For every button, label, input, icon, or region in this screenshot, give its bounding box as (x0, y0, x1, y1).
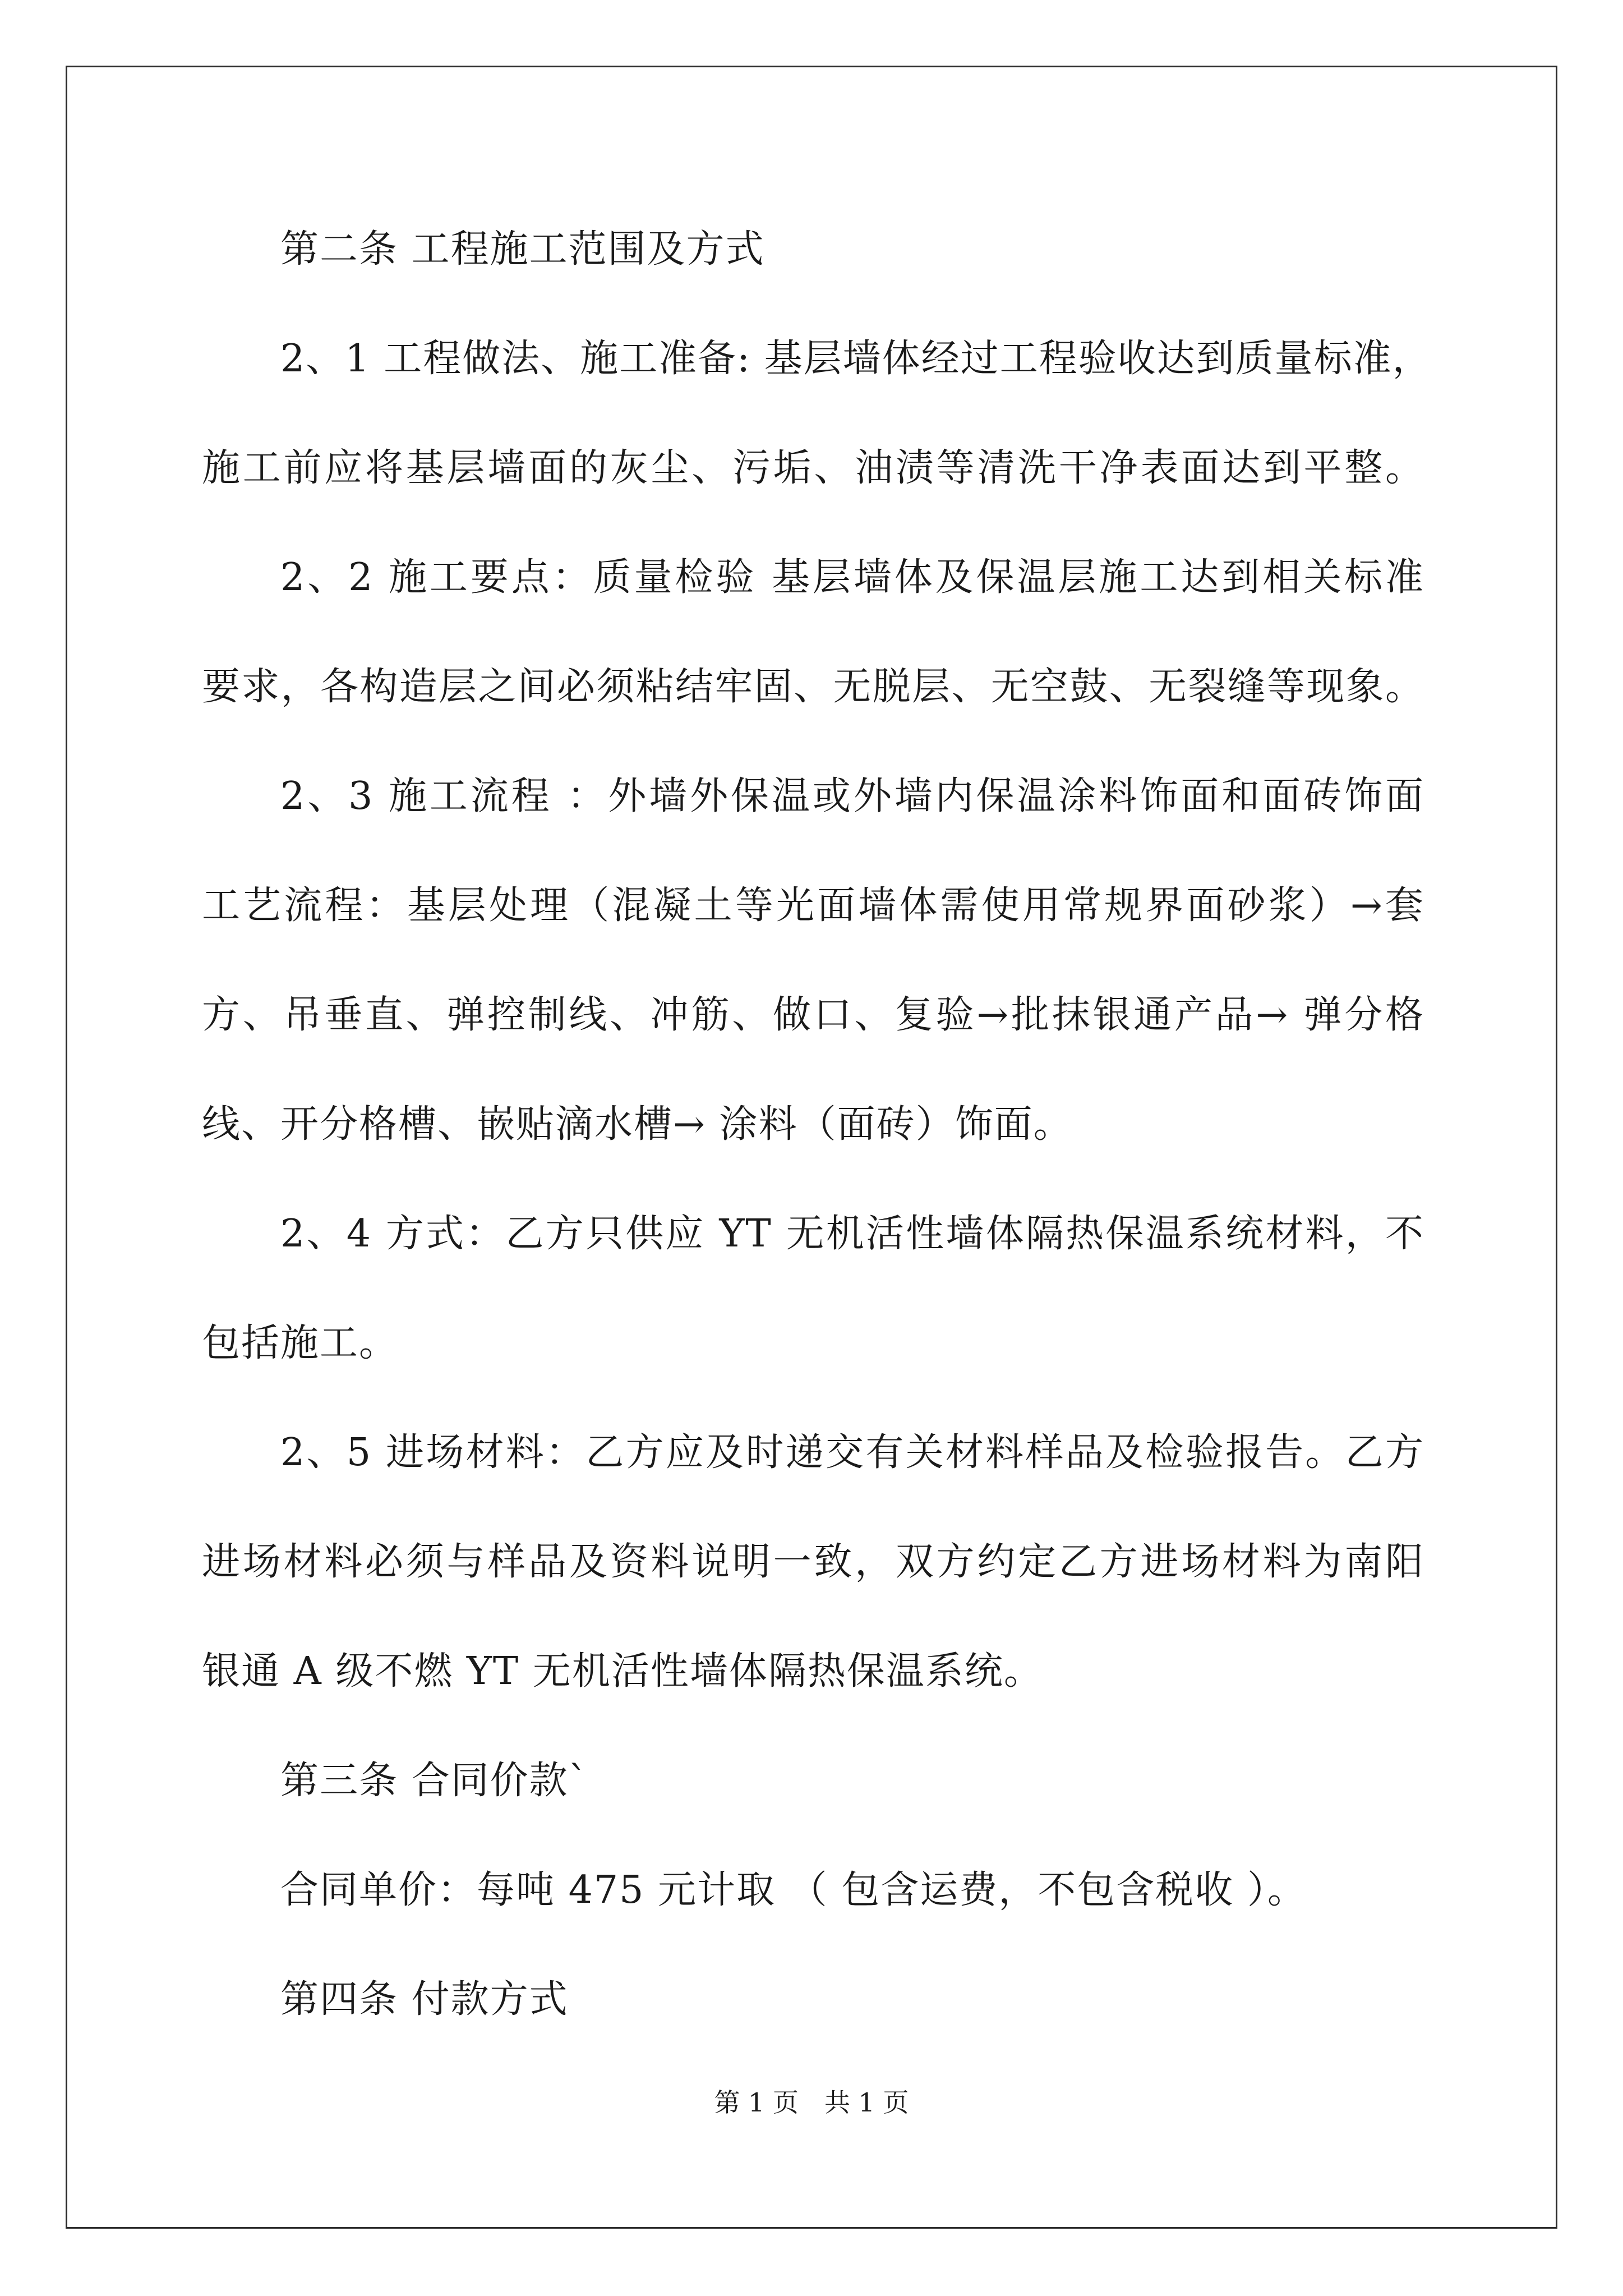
paragraph-2-3-line-4: 线、开分格槽、嵌贴滴水槽→ 涂料（面砖）饰面。 (202, 1102, 1073, 1147)
paragraph-2-4-line-1: 2、4 方式：乙方只供应 YT 无机活性墙体隔热保温系统材料，不 (280, 1212, 1424, 1256)
contract-unit-price: 合同单价：每吨 475 元计取 （ 包含运费，不包含税收 ）。 (280, 1868, 1307, 1912)
article-2-heading: 第二条 工程施工范围及方式 (280, 227, 765, 272)
paragraph-2-1-line-1: 2、1 工程做法、施工准备: 基层墙体经过工程验收达到质量标准， (280, 337, 1432, 381)
paragraph-2-4-line-2: 包括施工。 (202, 1321, 399, 1365)
paragraph-2-5-line-3: 银通 A 级不燃 YT 无机活性墙体隔热保温系统。 (202, 1649, 1043, 1694)
paragraph-2-2-line-1: 2、2 施工要点：质量检验 基层墙体及保温层施工达到相关标准 (280, 555, 1424, 600)
page-number-footer: 第 1 页 共 1 页 (714, 2087, 909, 2118)
article-4-heading: 第四条 付款方式 (280, 1977, 569, 2022)
paragraph-2-3-line-2: 工艺流程：基层处理（混凝土等光面墙体需使用常规界面砂浆）→套 (202, 884, 1424, 928)
paragraph-2-5-line-1: 2、5 进场材料：乙方应及时递交有关材料样品及检验报告。乙方 (280, 1430, 1424, 1475)
paragraph-2-2-line-2: 要求，各构造层之间必须粘结牢固、无脱层、无空鼓、无裂缝等现象。 (202, 665, 1424, 709)
paragraph-2-1-line-2: 施工前应将基层墙面的灰尘、污垢、油渍等清洗干净表面达到平整。 (202, 446, 1424, 490)
paragraph-2-5-line-2: 进场材料必须与样品及资料说明一致，双方约定乙方进场材料为南阳 (202, 1540, 1424, 1584)
paragraph-2-3-line-1: 2、3 施工流程 ：外墙外保温或外墙内保温涂料饰面和面砖饰面 (280, 774, 1424, 818)
article-3-heading: 第三条 合同价款` (280, 1759, 589, 1803)
paragraph-2-3-line-3: 方、吊垂直、弹控制线、冲筋、做口、复验→批抹银通产品→ 弹分格 (202, 993, 1424, 1037)
